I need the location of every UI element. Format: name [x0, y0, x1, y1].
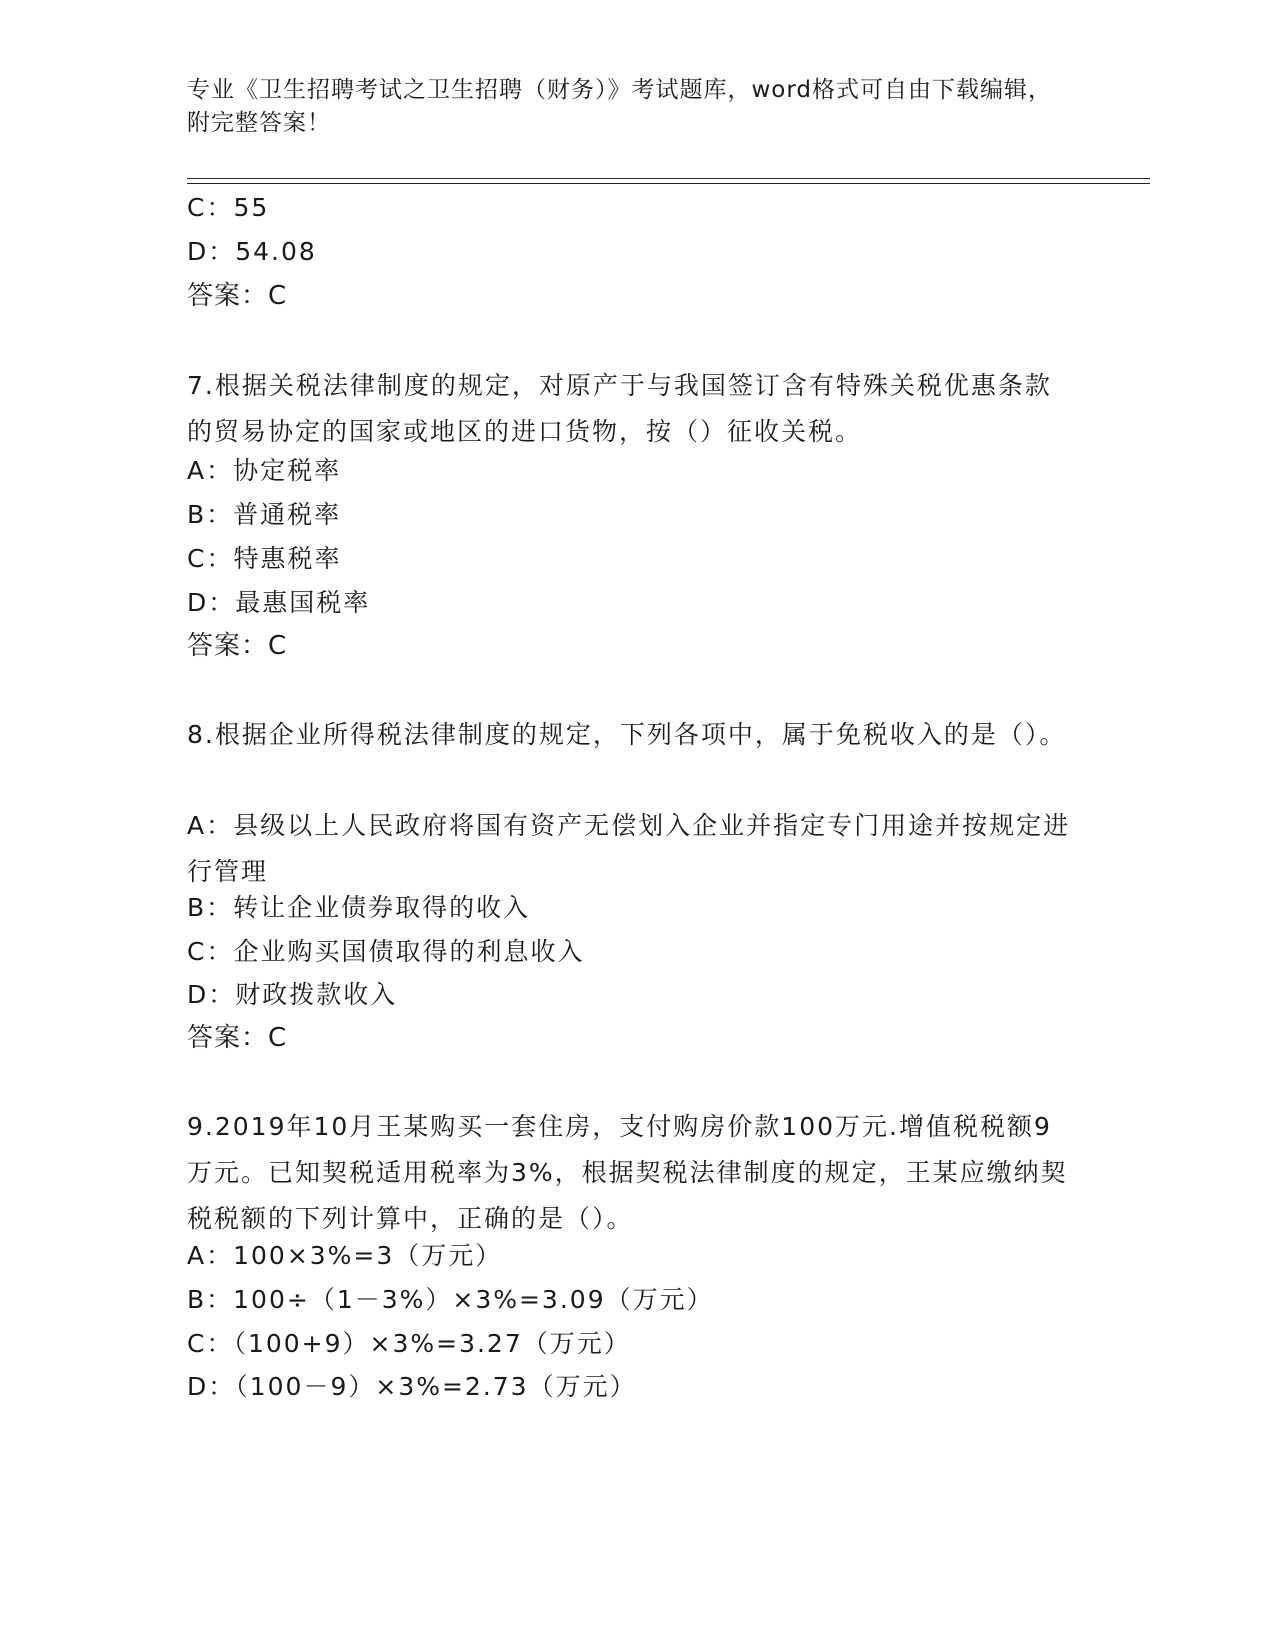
q7-option-c: C：特惠税率 [187, 544, 342, 573]
q7-option-b: B：普通税率 [187, 500, 342, 529]
q7-option-d: D：最惠国税率 [187, 588, 371, 617]
q8-option-c: C：企业购买国债取得的利息收入 [187, 937, 585, 966]
q8-option-d: D：财政拨款收入 [187, 980, 398, 1009]
q7-answer: 答案：C [187, 631, 288, 661]
header-divider-bottom [187, 183, 1150, 184]
q8-stem: 8.根据企业所得税法律制度的规定，下列各项中，属于免税收入的是（）。 [187, 720, 1067, 749]
document-header: 专业《卫生招聘考试之卫生招聘（财务）》考试题库，word格式可自由下载编辑，附完整答案！ [187, 77, 1053, 136]
q9-option-b: B：100÷（1－3%）×3%=3.09（万元） [187, 1285, 714, 1314]
q9-stem: 9.2019年10月王某购买一套住房，支付购房价款100万元.增值税税额9万元。已知契税适用税率为3%，根据契税法律制度的规定，王某应缴纳契税税额的下列计算中，正确的是（）。 [187, 1112, 1068, 1233]
q9-option-a: A：100×3%=3（万元） [187, 1241, 503, 1270]
q9-option-d: D：（100－9）×3%=2.73（万元） [187, 1372, 637, 1401]
q9-option-c: C：（100+9）×3%=3.27（万元） [187, 1329, 631, 1358]
q7-option-a: A：协定税率 [187, 456, 342, 485]
q8-option-b: B：转让企业债券取得的收入 [187, 893, 531, 922]
q6-option-c: C：55 [187, 193, 270, 222]
q6-option-d: D：54.08 [187, 237, 317, 266]
q8-option-a: A：县级以上人民政府将国有资产无偿划入企业并指定专门用途并按规定进行管理 [187, 811, 1071, 886]
q6-answer: 答案：C [187, 281, 288, 311]
header-divider-top [187, 178, 1150, 179]
q8-answer: 答案：C [187, 1023, 288, 1053]
q7-stem: 7.根据关税法律制度的规定，对原产于与我国签订含有特殊关税优惠条款的贸易协定的国家或地区的进口货物，按（）征收关税。 [187, 371, 1052, 446]
